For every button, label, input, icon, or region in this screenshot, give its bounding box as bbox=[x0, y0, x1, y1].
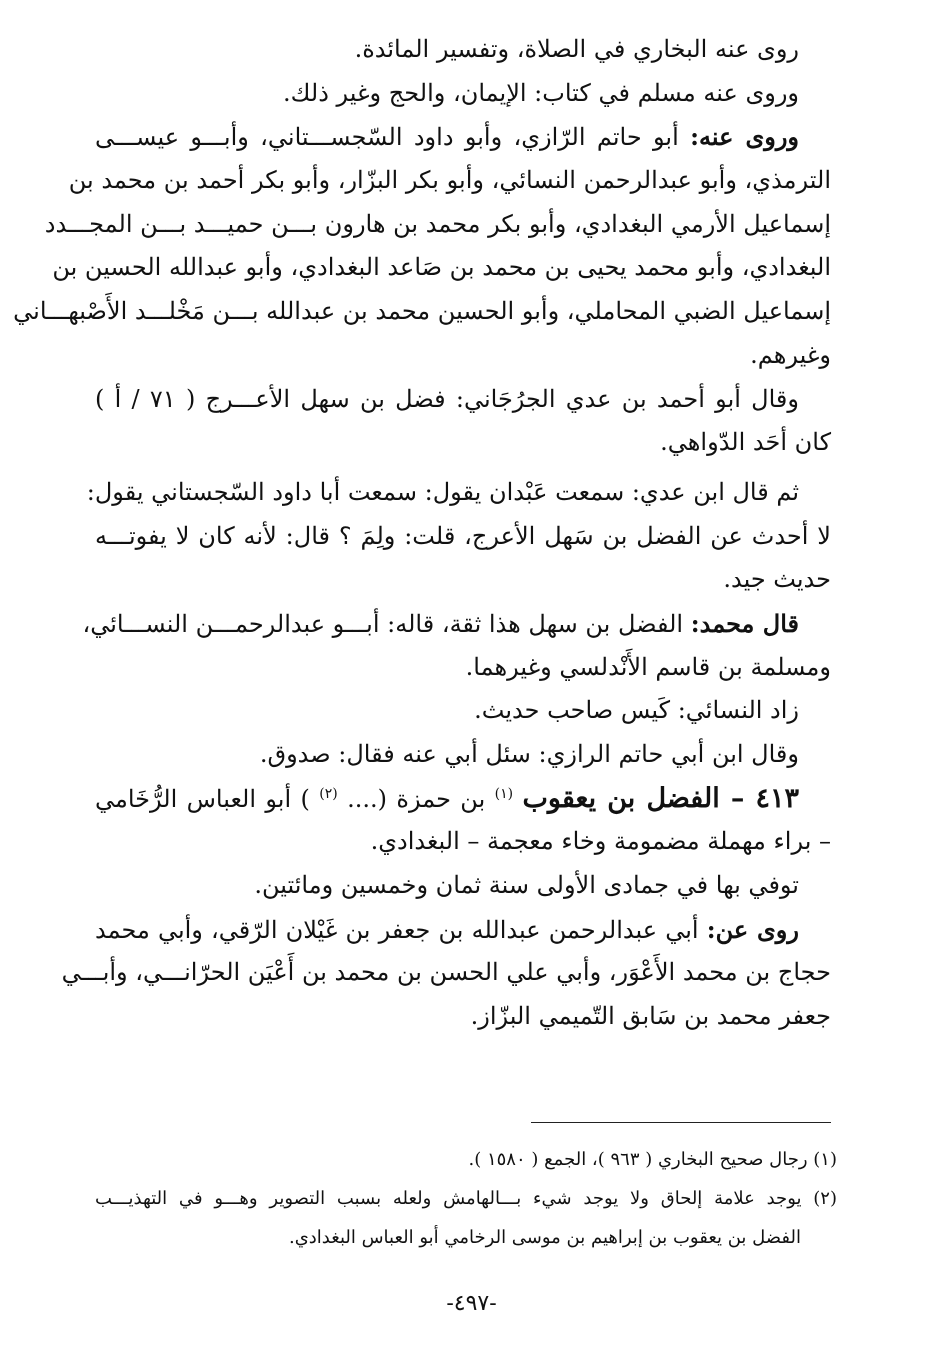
text-line: جعفر محمد بن سَابق التّميمي البزّاز. bbox=[470, 1002, 831, 1031]
entry-title: ٤١٣ – الفضل بن يعقوب bbox=[522, 782, 800, 814]
section-label: روى عن: bbox=[706, 914, 799, 944]
footnote-separator bbox=[531, 1122, 831, 1123]
text-line bbox=[82, 602, 831, 646]
text-line: الترمذي، وأبو عبدالرحمن النسائي، وأبو بكر البزّار، وأبو بكر أحمد بن محمد بن bbox=[68, 166, 831, 195]
entry-heading bbox=[95, 777, 831, 821]
footnotes bbox=[95, 1140, 837, 1257]
text-line bbox=[95, 115, 831, 159]
page-number: -٤٩٧- bbox=[446, 1291, 497, 1316]
text-line: – براء مهملة مضمومة وخاء معجمة – البغدادي. bbox=[370, 827, 831, 856]
text-span: أبي عبدالرحمن عبدالله بن جعفر بن غَيْلان الرّقي، وأبي محمد bbox=[95, 915, 699, 944]
text-span: الفضل بن سهل هذا ثقة، قاله: أبـــو عبدالرحمـــن النســـائي، bbox=[82, 609, 684, 638]
text-line bbox=[95, 908, 831, 952]
footnote-continuation: الفضل بن يعقوب بن إبراهيم بن موسى الرخامي أبو العباس البغدادي. bbox=[288, 1227, 801, 1248]
text-line: إسماعيل الأرمي البغدادي، وأبو بكر محمد بن هارون بـــن حميـــد بـــن المجـــدد bbox=[44, 209, 831, 238]
text-line: ثم قال ابن عدي: سمعت عَبْدان يقول: سمعت أبا داود السّجستاني يقول: bbox=[86, 477, 799, 506]
text-span: ) أبو العباس الرُّخَامي bbox=[95, 784, 310, 813]
text-line: لا أحدث عن الفضل بن سَهل الأعرج، قلت: ولِمَ ؟ قال: لأنه كان لا يفوتـــه bbox=[95, 521, 831, 550]
text-line: زاد النسائي: كَيس صاحب حديث. bbox=[474, 696, 799, 725]
text-line: إسماعيل الضبي المحاملي، وأبو الحسين محمد بن عبدالله بـــن مَخْلـــد الأَصْبهـــاني bbox=[13, 297, 831, 326]
text-line: وغيرهم. bbox=[750, 340, 831, 369]
text-line: وروى عنه مسلم في كتاب: الإيمان، والحج وغير ذلك. bbox=[283, 78, 799, 107]
text-line: وقال أبو أحمد بن عدي الجرُجَاني: فضل بن سهل الأعـــرج ( ٧١ / أ ) bbox=[95, 384, 799, 413]
text-line: حجاج بن محمد الأَعْوَر، وأبي علي الحسن بن محمد بن أَعْيَن الحرّانـــي، وأبـــي bbox=[61, 958, 831, 987]
main-text bbox=[13, 28, 831, 1039]
footnote: (٢) يوجد علامة إلحاق ولا يوجد شيء بـــالهامش ولعله بسبب التصوير وهـــو في التهذيـــب bbox=[95, 1188, 837, 1209]
footnote-ref: (٢) bbox=[319, 785, 338, 802]
text-line: ومسلمة بن قاسم الأَنْدلسي وغيرهما. bbox=[465, 652, 831, 681]
text-line: كان أحَد الدّواهي. bbox=[660, 428, 831, 457]
text-line: البغدادي، وأبو محمد يحيى بن محمد بن صَاعد البغدادي، وأبو عبدالله الحسين بن bbox=[52, 253, 831, 282]
text-line: توفي بها في جمادى الأولى سنة ثمان وخمسين ومائتين. bbox=[254, 871, 799, 900]
text-span: بن حمزة (.... bbox=[347, 784, 486, 813]
text-line: روى عنه البخاري في الصلاة، وتفسير المائدة. bbox=[354, 35, 799, 63]
text-line: حديث جيد. bbox=[723, 565, 831, 594]
footnote-ref: (١) bbox=[494, 785, 514, 802]
section-label: قال محمد: bbox=[690, 608, 799, 638]
text-span: أبو حاتم الرّازي، وأبو داود السّجســـتاني، وأبـــو عيســـى bbox=[95, 123, 679, 152]
text-line: وقال ابن أبي حاتم الرازي: سئل أبي عنه فقال: صدوق. bbox=[259, 740, 799, 768]
section-label: وروى عنه: bbox=[690, 122, 799, 152]
footnote: (١) رجال صحيح البخاري ( ٩٦٣ )، الجمع ( ١٥٨٠ ). bbox=[468, 1149, 837, 1170]
